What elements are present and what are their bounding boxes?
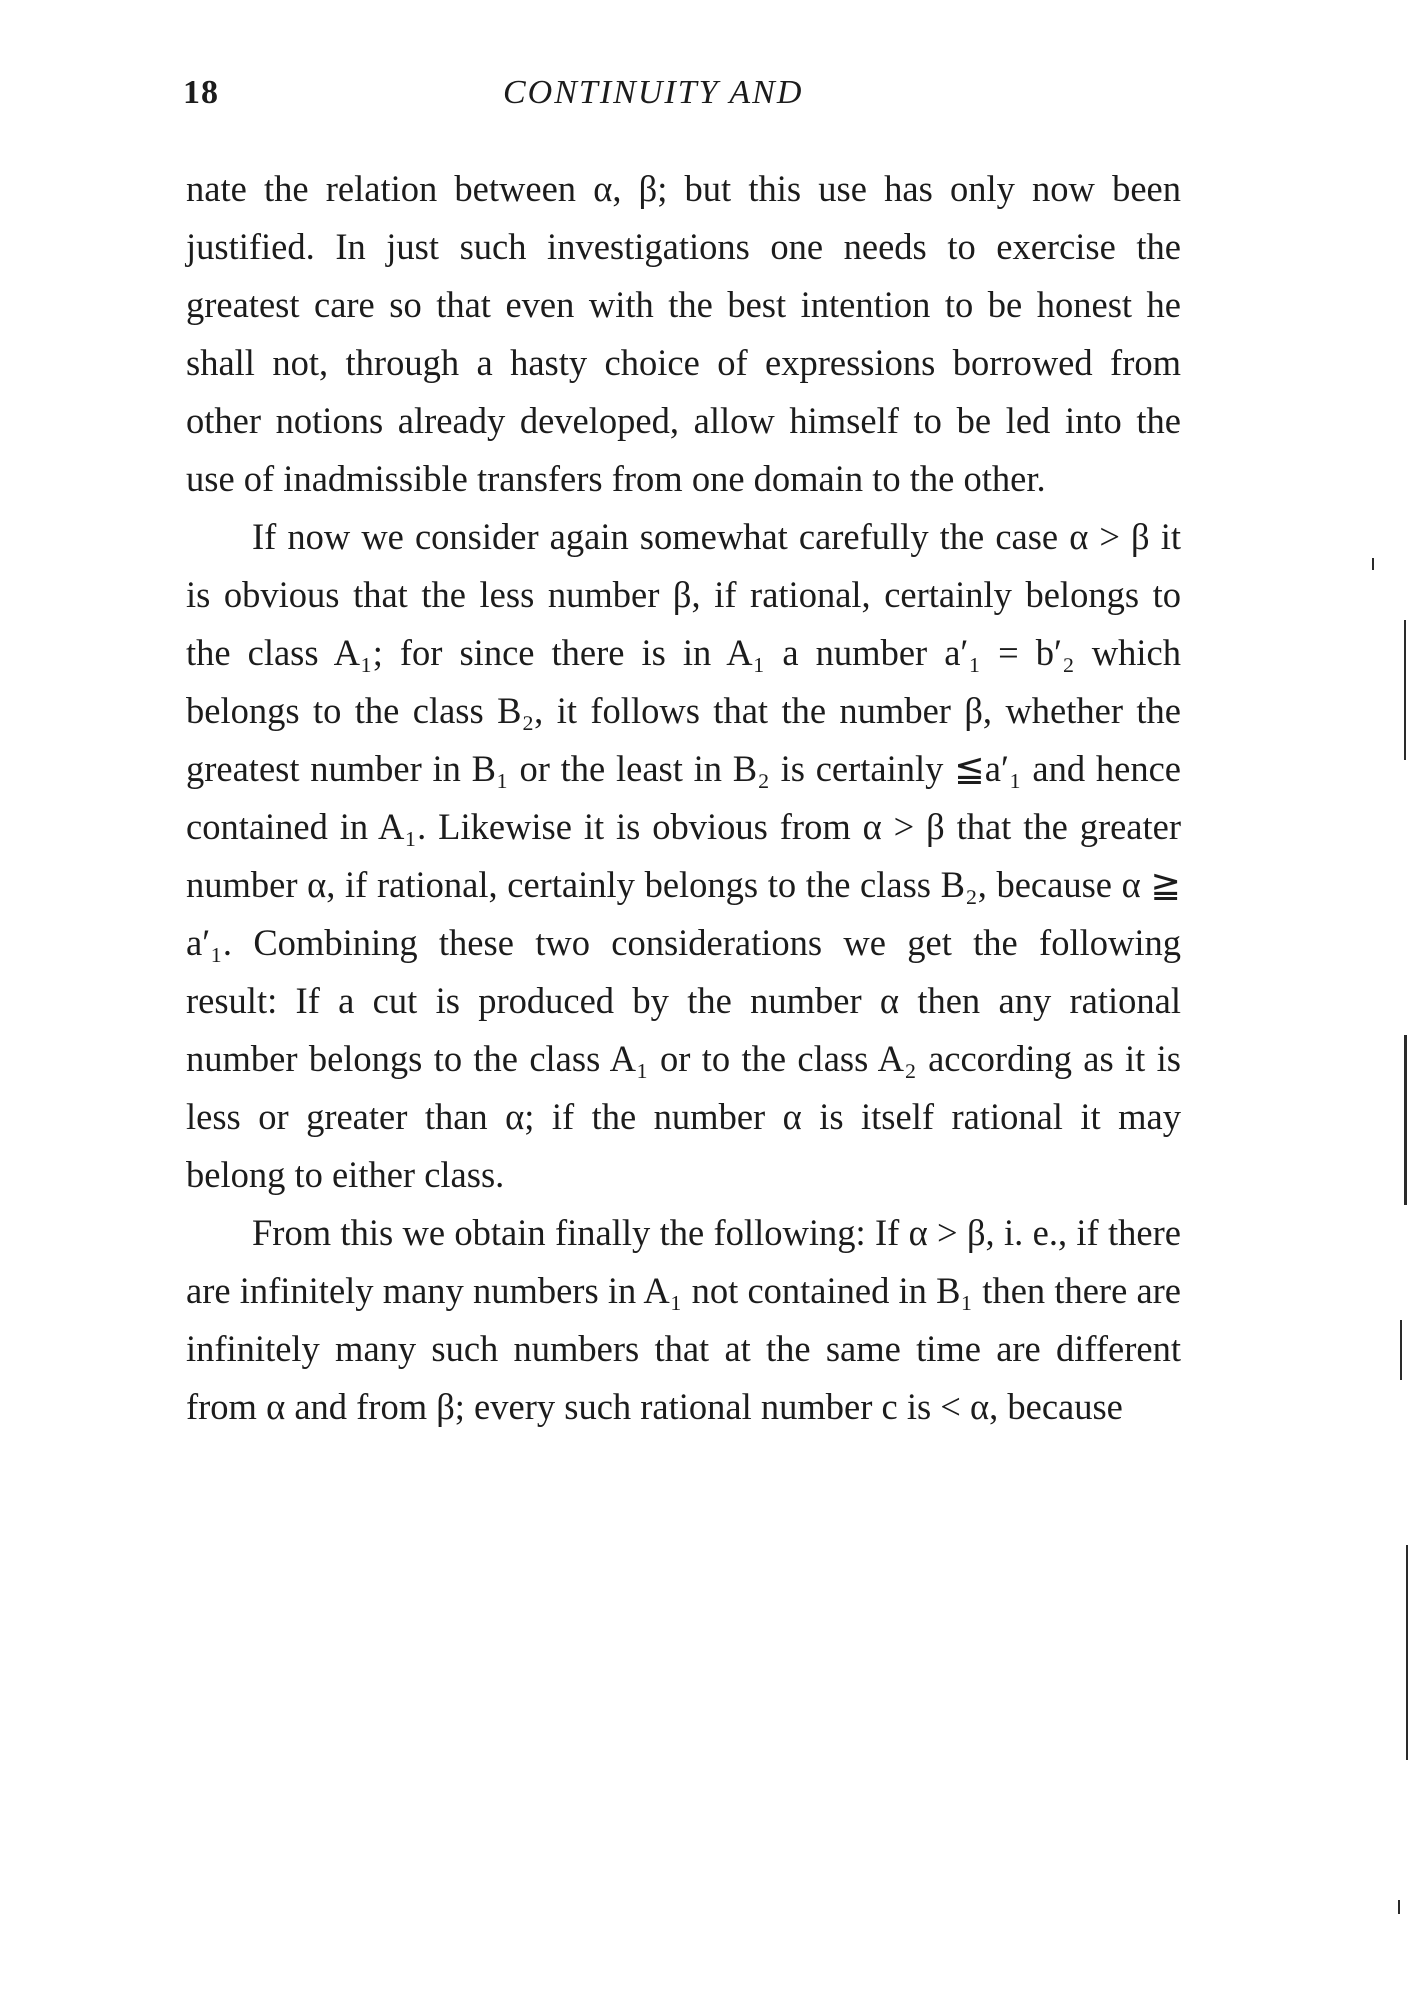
margin-mark xyxy=(1398,1900,1400,1914)
running-title: CONTINUITY AND xyxy=(503,74,804,111)
paragraph-1: nate the relation between α, β; but this use has only now been justified. In just such investigations one needs to exercise the greatest care so that even with the best intention to be honest he shall not, through a hasty choice of expressions borrowed from other notions already developed, allow himself to be led into the use of inadmissible transfers from one domain to the other. xyxy=(186,168,1181,499)
margin-mark xyxy=(1404,620,1406,760)
page-number: 18 xyxy=(183,74,219,111)
margin-mark xyxy=(1406,1545,1408,1760)
margin-mark xyxy=(1404,1035,1407,1205)
body-text xyxy=(186,160,1181,1436)
paragraph-2: If now we consider again somewhat carefully the case α > β it is obvious that the less number β, if rational, certainly belongs to the class A₁; for since there is in A₁ a number a′₁ = b′₂ which belongs to the class B₂, it follows that the number β, whether the greatest number in B₁ or the least in B₂ is certainly ≦a′₁ and hence contained in A₁. Likewise it is obvious from α > β that the greater number α, if rational, certainly belongs to the class B₂, because α ≧ a′₁. Combining these two considerations we get the following result: If a cut is produced by the number α then any rational number belongs to the class A₁ or to the class A₂ according as it is less or greater than α; if the number α is itself rational it may belong to either class. xyxy=(186,516,1181,1195)
margin-mark xyxy=(1372,558,1374,570)
margin-mark xyxy=(1400,1320,1402,1380)
paragraph-3: From this we obtain finally the following: If α > β, i. e., if there are infinitely many numbers in A₁ not contained in B₁ then there are infinitely many such numbers that at the same time are different from α and from β; every such rational number c is < α, because xyxy=(186,1212,1181,1427)
running-head xyxy=(183,74,1183,120)
